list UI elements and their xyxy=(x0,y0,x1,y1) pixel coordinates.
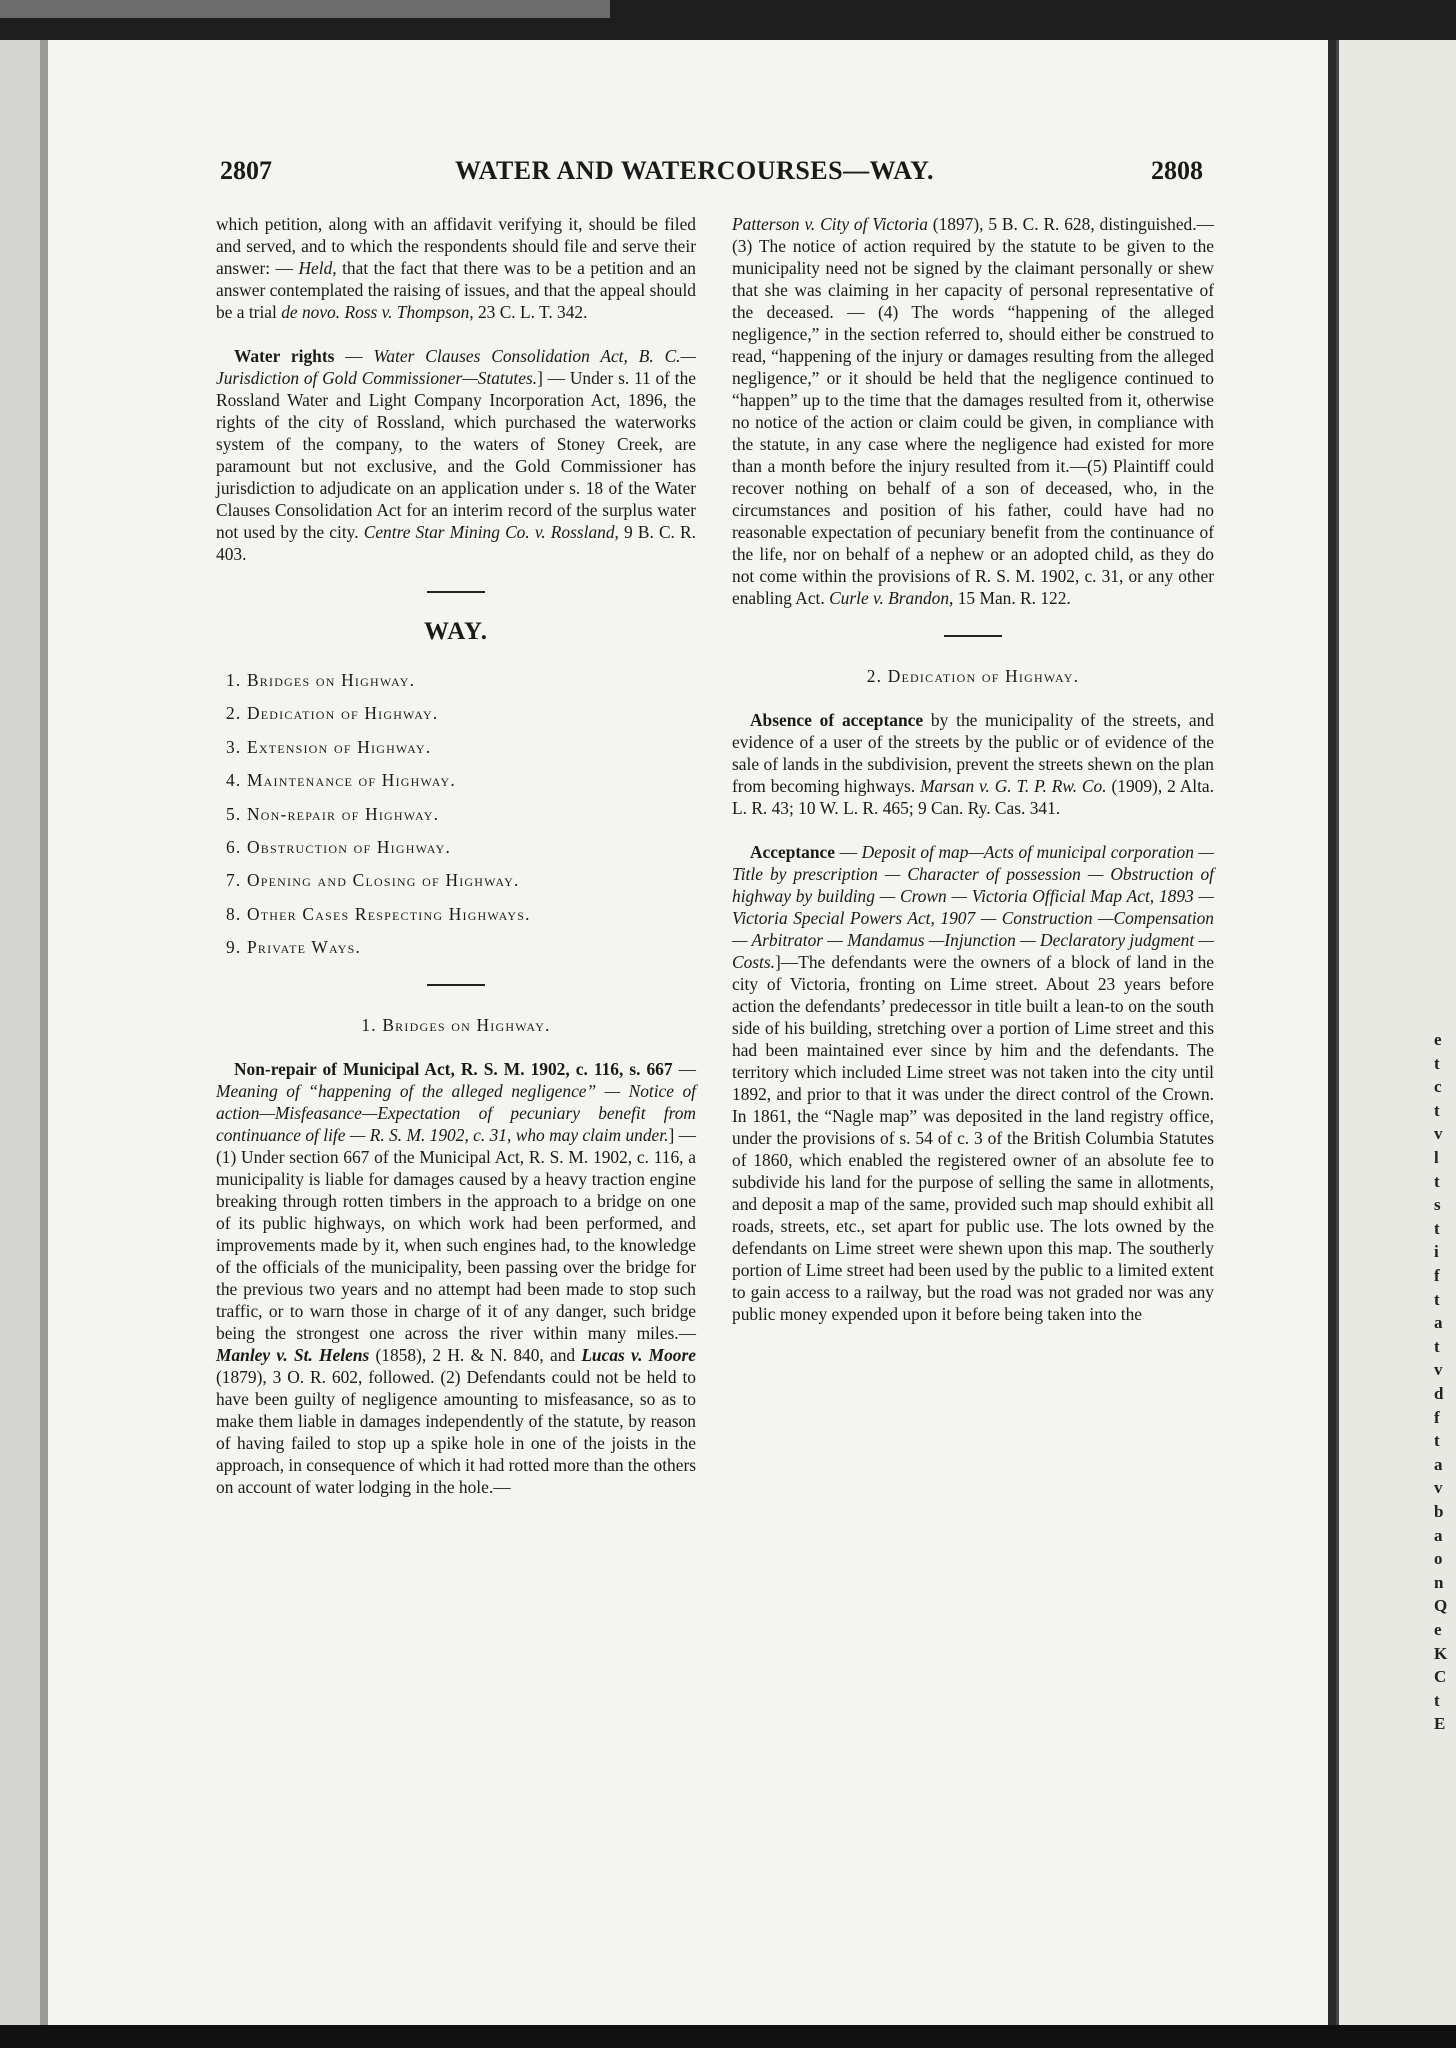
case-name: Ross v. Thompson, xyxy=(344,302,474,322)
book-gutter xyxy=(1328,40,1336,2025)
citation: 9 B. C. R. 403. xyxy=(216,522,696,564)
case-name: Curle v. Brandon, xyxy=(829,588,954,608)
contents-item: 4. Maintenance of Highway. xyxy=(226,770,456,791)
text: — xyxy=(334,346,374,366)
entry-heading: Absence of acceptance xyxy=(750,710,924,730)
acceptance-entry xyxy=(732,841,1214,1325)
entry-keywords: Meaning of “happening of the alleged negligence” — Notice of action—Misfeasance—Expectation of pecuniary benefit from continuance of life — R. S. M. 1902, c. 31, who may claim under. xyxy=(216,1081,696,1146)
entry-body: ]—The defendants were the owners of a block of land in the city of Victoria, fronting on Lime street. About 23 years before action the defendants’ predecessor in title built a lean-to on the south side of his building, stretching over a portion of Lime street and this had been maintained ever since by him and the defendants. The territory which included Lime street was not taken into the city until 1892, and prior to that it was under the direct control of the Crown. In 1861, the “Nagle map” was deposited in the land registry office, under the provisions of s. 54 of c. 3 of the British Columbia Statutes of 1860, which enabled the registered owner of an absolute fee to subdivide his land for the purpose of selling the same in allotments, and deposit a map of the same, provided such map should exhibit all roads, streets, etc., set apart for public use. The lots owned by the defendants on Lime street were shewn upon this map. The southerly portion of Lime street had been used by the public to a limited extent to gain access to a railway, but the road was not graded nor was any public money expended upon it before being taken into the xyxy=(732,952,1214,1324)
right-column xyxy=(732,213,1214,1347)
section-rule xyxy=(427,984,485,986)
adjacent-letter: t xyxy=(1434,1336,1440,1356)
contents-item: 9. Private Ways. xyxy=(226,937,362,958)
adjacent-letter: t xyxy=(1434,1289,1440,1309)
contents-item: 3. Extension of Highway. xyxy=(226,736,432,757)
text: which petition, along with an affidavit verifying it, should be filed and served, and to which the respondents should file and serve their answer: — xyxy=(216,214,696,278)
continued-paragraph xyxy=(216,213,696,323)
adjacent-letter: f xyxy=(1434,1266,1440,1285)
adjacent-page-edge xyxy=(1336,40,1456,2025)
adjacent-letter: o xyxy=(1434,1549,1443,1569)
held-italic: Held, xyxy=(298,258,337,278)
text: — xyxy=(672,1059,696,1080)
section-title-way: WAY. xyxy=(424,618,488,645)
entry-keywords: Deposit of map—Acts of municipal corporation — Title by prescription — Character of possession — Obstruction of highway by building — Crown — Victoria Official Map Act, 1893 — Victoria Special Powers Act, 1907 — Construction —Compensation — Arbitrator — Mandamus —Injunction — Declaratory judgment — Costs. xyxy=(732,842,1214,972)
entry-body: ] — (1) Under section 667 of the Municipal Act, R. S. M. 1902, c. 116, a municipality is liable for damages caused by a heavy traction engine breaking through rotten timbers in the approach to a bridge on one of its public highways, on which work had been performed, and improvements made by it, when such engines had, to the knowledge of the officials of the municipality, been passing over the bridge for the previous two years and no attempt had been made to stop such traffic, or to warn those in charge of it of any danger, such bridge being the strongest one across the river within many miles.— xyxy=(216,1125,696,1344)
entry-heading: Acceptance xyxy=(750,842,835,862)
adjacent-letter: t xyxy=(1434,1431,1440,1451)
adjacent-letter: t xyxy=(1434,1100,1440,1120)
adjacent-letter: C xyxy=(1434,1667,1447,1687)
entry-body: (1858), 2 H. & N. 840, and xyxy=(369,1345,582,1366)
scan-top-light-band xyxy=(0,0,610,18)
contents-item: 6. Obstruction of Highway. xyxy=(226,836,451,857)
entry-keywords: Water Clauses Consolidation Act, B. C.—Jurisdiction of Gold Commissioner—Statutes. xyxy=(216,346,696,388)
entry-body: (1897), 5 B. C. R. 628, distinguished.—(3) The notice of action required by the statute to be given to the municipality need not be signed by the claimant personally or shew that she was claiming in her capacity of personal representative of the deceased. — (4) The words “happening of the alleged negligence,” in the section referred to, should either be construed to read, “happening of the injury or damages resulting from the alleged negligence,” or it should be held that the negligence continued to “happen” up to the time that the damages resulted from it, otherwise no notice of the action or claim could be given, in compliance with the statute, in any case where the negligence had existed for more than a month before the injury resulted from it.—(5) Plaintiff could recover nothing on behalf of a son of deceased, who, in the circumstances and position of his father, could have had no reasonable expectation of pecuniary benefit from the continuance of the life, nor on behalf of a nephew or an adopted child, as they do not come within the provisions of R. S. M. 1902, c. 31, or any other enabling Act. xyxy=(732,214,1214,608)
contents-item: 7. Opening and Closing of Highway. xyxy=(226,870,520,891)
adjacent-letter: l xyxy=(1434,1148,1439,1167)
case-name: Patterson v. City of Victoria xyxy=(732,214,928,234)
subsection-heading-dedication: 2. Dedication of Highway. xyxy=(866,666,1080,686)
adjacent-letter: t xyxy=(1434,1690,1440,1710)
citation: 23 C. L. T. 342. xyxy=(473,302,588,322)
way-contents-list xyxy=(216,669,696,958)
entry-heading: Water rights xyxy=(234,346,335,366)
entry-body: by the municipality of the streets, and evidence of a user of the streets by the public or of evidence of the sale of lands in the subdivision, prevent the streets shewn on the plan from becoming highways. xyxy=(732,710,1214,796)
adjacent-letter: E xyxy=(1434,1714,1446,1734)
contents-item: 8. Other Cases Respecting Highways. xyxy=(226,903,531,924)
text: that the fact that there was to be a petition and an answer contemplated the raising of issues, and that the appeal should be a trial xyxy=(216,258,697,322)
water-rights-entry xyxy=(216,345,696,565)
case-name: Centre Star Mining Co. v. Rossland, xyxy=(363,522,619,542)
page-number-left: 2807 xyxy=(220,156,272,185)
adjacent-letter: i xyxy=(1434,1242,1439,1262)
continued-entry xyxy=(732,213,1214,609)
adjacent-letter: t xyxy=(1434,1218,1440,1238)
de-novo-italic: de novo. xyxy=(281,302,341,322)
scan-bottom-bar xyxy=(0,2025,1456,2048)
entry-body: ] — Under s. 11 of the Rossland Water and Light Company Incorporation Act, 1896, the rights of the city of Rossland, which purchased the waterworks system of the company, to the waters of Stoney Creek, are paramount but not exclusive, and the Gold Commissioner has jurisdiction to adjudicate on an application under s. 18 of the Water Clauses Consolidation Act for an interim record of the surplus water not used by the city. xyxy=(216,368,696,542)
adjacent-letter: e xyxy=(1434,1620,1442,1639)
adjacent-letter: b xyxy=(1434,1502,1444,1521)
adjacent-letter: f xyxy=(1434,1407,1440,1427)
case-name: Lucas v. Moore xyxy=(581,1345,696,1366)
adjacent-letter: v xyxy=(1434,1360,1443,1380)
citation: (1909), 2 Alta. L. R. 43; 10 W. L. R. 465; 9 Can. Ry. Cas. 341. xyxy=(732,776,1214,818)
subsection-heading-bridges: 1. Bridges on Highway. xyxy=(361,1015,551,1036)
running-title: WATER AND WATERCOURSES—WAY. xyxy=(455,156,934,185)
adjacent-letter: a xyxy=(1434,1525,1443,1545)
adjacent-letter: c xyxy=(1434,1077,1442,1097)
adjacent-letter: a xyxy=(1434,1454,1443,1474)
section-rule xyxy=(427,591,485,593)
adjacent-letter: Q xyxy=(1434,1596,1448,1616)
adjacent-letter: s xyxy=(1434,1195,1441,1215)
text: — xyxy=(834,842,862,862)
book-left-edge xyxy=(0,40,44,2025)
adjacent-letter: K xyxy=(1434,1643,1448,1663)
adjacent-letter: v xyxy=(1434,1124,1443,1144)
left-column xyxy=(216,213,696,1520)
adjacent-letter: n xyxy=(1434,1572,1444,1592)
adjacent-letter: d xyxy=(1434,1384,1444,1403)
adjacent-letter: a xyxy=(1434,1313,1443,1333)
citation: 15 Man. R. 122. xyxy=(953,588,1071,608)
adjacent-letter: t xyxy=(1434,1053,1440,1073)
contents-item: 1. Bridges on Highway. xyxy=(226,670,416,690)
adjacent-page-border xyxy=(1336,40,1339,2025)
page-number-right: 2808 xyxy=(1151,156,1203,185)
entry-heading: Non-repair of Municipal Act, R. S. M. 1902, c. 116, s. 667 xyxy=(234,1059,673,1080)
case-name: Manley v. St. Helens xyxy=(216,1345,370,1366)
adjacent-letter: v xyxy=(1434,1478,1443,1498)
case-name: Marsan v. G. T. P. Rw. Co. xyxy=(920,776,1107,796)
nonrepair-entry xyxy=(216,1058,696,1498)
absence-of-acceptance-entry xyxy=(732,709,1214,819)
section-rule xyxy=(944,635,1002,637)
contents-item: 2. Dedication of Highway. xyxy=(226,703,439,724)
contents-item: 5. Non-repair of Highway. xyxy=(226,803,440,824)
adjacent-letter: e xyxy=(1434,1030,1442,1049)
adjacent-letter: t xyxy=(1434,1171,1440,1191)
entry-body: (1879), 3 O. R. 602, followed. (2) Defendants could not be held to have been guilty of negligence amounting to misfeasance, so as to make them liable in damages independently of the statute, by reason of having failed to stop up a spike hole in one of the joists in the approach, in consequence of which it had rotted more than the others on account of water lodging in the hole.— xyxy=(216,1367,697,1498)
